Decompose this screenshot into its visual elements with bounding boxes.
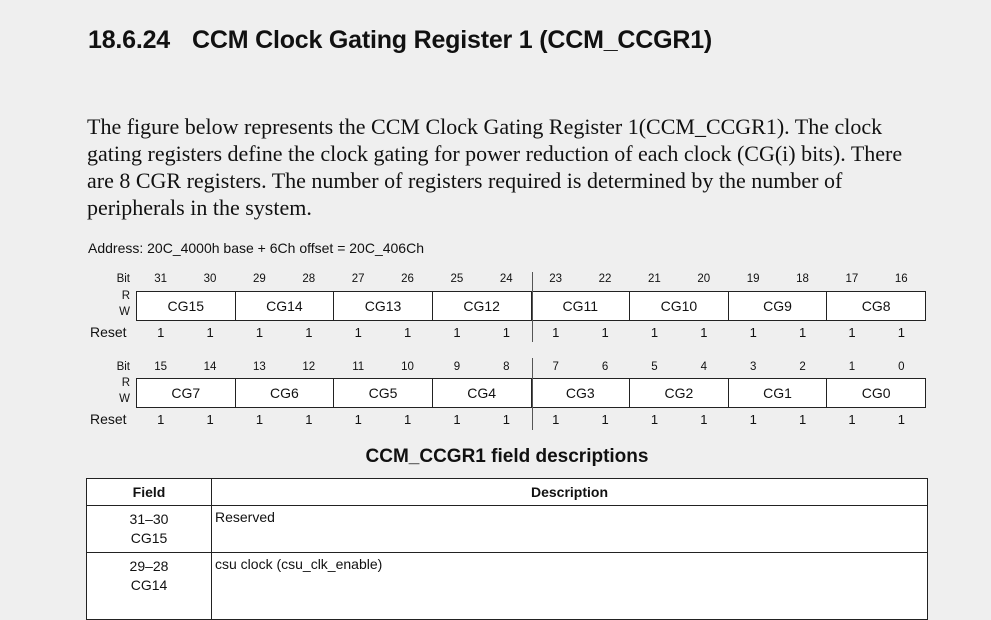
reset-value: 1 [798,325,807,340]
reset-value: 1 [848,412,856,427]
bit-number: 12 [302,361,316,373]
upper-field-row [136,291,926,321]
field-column-header: Field [87,479,212,506]
bit-number: 29 [253,273,266,285]
bit-number: 22 [598,273,612,285]
reset-value: 1 [502,325,510,340]
description-column-header: Description [212,479,928,506]
reset-value: 1 [255,412,264,427]
field-bits: 31–30 [129,511,169,527]
table-title: CCM_CCGR1 field descriptions [365,446,649,467]
reset-value: 1 [700,412,708,427]
reset-row-label: Reset [90,411,127,427]
bit-number: 4 [700,361,708,373]
section-title: CCM Clock Gating Register 1 (CCM_CCGR1) [192,26,713,54]
reset-value: 1 [157,325,165,340]
bit-number: 13 [253,361,266,373]
reset-value: 1 [403,412,412,427]
register-field: CG10 [629,292,728,320]
register-field: CG0 [826,379,925,407]
section-heading [88,26,712,55]
bit-number: 23 [549,273,563,285]
bit-number: 21 [648,273,661,285]
register-field: CG4 [432,379,531,407]
bit-number: 14 [203,361,217,373]
bit-number: 24 [499,273,513,285]
table-row [87,506,928,553]
read-label: R [121,377,130,389]
bit-number: 5 [651,361,658,373]
register-field: CG13 [333,292,432,320]
reset-value: 1 [601,325,609,340]
halfword-separator [532,358,533,430]
reset-value: 1 [552,325,560,340]
bit-number: 2 [799,361,806,373]
register-field: CG11 [531,292,630,320]
bit-number: 28 [302,273,316,285]
reset-value: 1 [552,412,560,427]
intro-paragraph: The figure below represents the CCM Clock Gating Register 1(CCM_CCGR1). The clock gating registers define the clock gating for power reduction of each clock (CG(i) bits). There are 8 CGR registers. The number of registers required is determined by the number of peripherals in the system. [87,114,903,220]
bit-number: 0 [898,361,905,373]
field-cell [87,506,212,553]
register-field: CG5 [333,379,432,407]
reset-value: 1 [255,325,264,340]
bit-number: 8 [503,361,510,373]
register-field: CG6 [235,379,334,407]
reset-value: 1 [305,412,313,427]
bit-number: 30 [203,273,217,285]
register-field: CG8 [826,292,925,320]
bit-number: 15 [154,361,168,373]
reset-value: 1 [650,412,659,427]
bit-number: 10 [401,361,414,373]
bit-number: 6 [601,361,609,373]
reset-value: 1 [206,325,214,340]
description-cell: Reserved [212,506,928,553]
reset-value: 1 [354,412,362,427]
reset-value: 1 [502,412,510,427]
reset-value: 1 [848,325,856,340]
register-field: CG14 [235,292,334,320]
bit-number: 16 [894,273,908,285]
bit-number: 19 [746,273,760,285]
reset-value: 1 [157,412,165,427]
bit-number: 31 [154,273,168,285]
reset-value: 1 [601,412,609,427]
reset-value: 1 [305,325,313,340]
register-field: CG7 [171,385,201,401]
reset-value: 1 [453,325,461,340]
reset-value: 1 [897,412,905,427]
field-cell [87,553,212,620]
field-descriptions-table [86,478,928,620]
reset-value: 1 [700,325,708,340]
register-field: CG12 [432,292,531,320]
lower-field-row [136,378,926,408]
bit-number: 25 [450,273,464,285]
reset-value: 1 [206,412,214,427]
bit-row-label: Bit [116,361,130,373]
field-name: CG14 [130,577,168,593]
bit-number: 18 [796,273,809,285]
bit-number: 26 [401,273,414,285]
write-label: W [119,393,130,405]
register-field: CG1 [728,379,827,407]
reset-value: 1 [354,325,362,340]
register-field: CG9 [728,292,827,320]
register-address: Address: 20C_4000h base + 6Ch offset = 20C_406Ch [88,240,424,256]
write-label: W [119,306,130,318]
bit-number: 7 [552,361,559,373]
read-label: R [121,290,130,302]
bit-number: 27 [351,273,365,285]
bit-number: 9 [453,361,461,373]
table-row [87,553,928,620]
bit-number: 20 [697,273,711,285]
register-field: CG15 [167,298,205,314]
reset-row-label: Reset [90,324,127,340]
bit-number: 17 [845,273,859,285]
section-number: 18.6.24 [88,26,171,54]
reset-value: 1 [650,325,659,340]
table-header-row [87,479,928,506]
field-bits: 29–28 [129,558,169,574]
reset-value: 1 [798,412,807,427]
reset-value: 1 [749,325,757,340]
register-field: CG2 [629,379,728,407]
description-cell: csu clock (csu_clk_enable) [212,553,928,620]
halfword-separator [532,272,533,342]
bit-number: 1 [848,361,856,373]
reset-value: 1 [403,325,412,340]
reset-value: 1 [453,412,461,427]
bit-row-label: Bit [116,273,130,285]
bit-number: 3 [749,361,757,373]
register-field: CG3 [531,379,630,407]
reset-value: 1 [749,412,757,427]
reset-value: 1 [897,325,905,340]
field-name: CG15 [130,530,168,546]
bit-number: 11 [352,361,365,373]
